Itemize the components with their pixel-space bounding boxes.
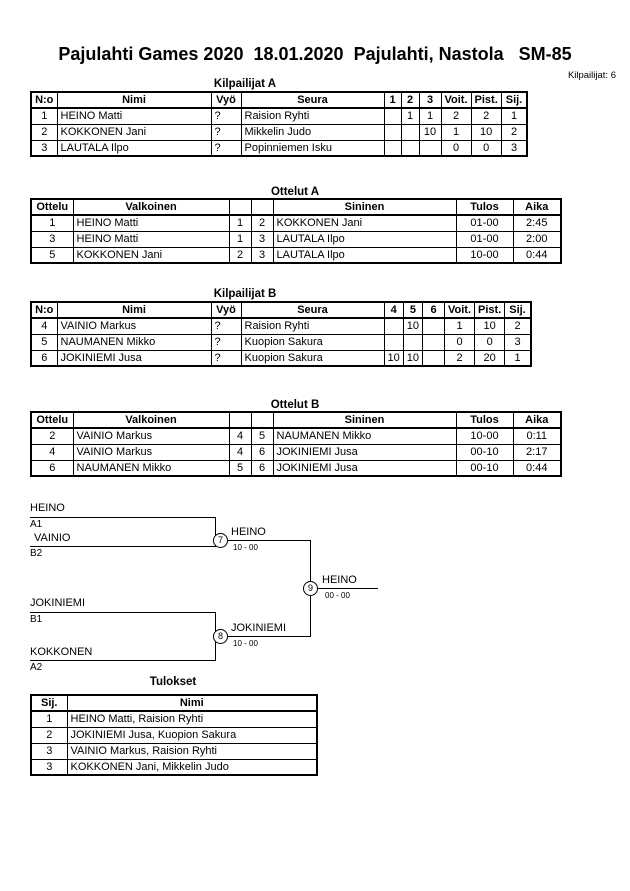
cell-result-1 (384, 140, 401, 156)
cell-seura: Raision Ryhti (241, 318, 384, 334)
cell-result-3 (423, 334, 445, 350)
col-header-spacer (229, 412, 251, 428)
col-header-spacer (251, 199, 273, 215)
col-header-pist: Pist. (471, 92, 501, 108)
cell-pist: 2 (471, 108, 501, 124)
cell-pist: 0 (475, 334, 505, 350)
sf2-winner-line (222, 636, 310, 637)
table-row (31, 711, 317, 727)
cell-ottelu: 1 (31, 215, 73, 231)
col-header-valkoinen: Valkoinen (73, 412, 229, 428)
cell-nimi: VAINIO Markus, Raision Ryhti (67, 743, 317, 759)
sf2-top-line (30, 612, 216, 613)
col-header-opp2: 2 (401, 92, 419, 108)
sf2-top-name: JOKINIEMI (30, 597, 86, 609)
page-title: Pajulahti Games 2020 18.01.2020 Pajulahti, Nastola SM-85 (58, 44, 572, 64)
cell-valkoinen: HEINO Matti (73, 231, 229, 247)
matches-a-heading: Ottelut A (270, 186, 320, 198)
cell-nimi: HEINO Matti (57, 108, 211, 124)
table-row (31, 140, 527, 156)
table-row (31, 727, 317, 743)
cell-sininen: LAUTALA Ilpo (273, 247, 456, 263)
cell-result-2: 10 (403, 318, 422, 334)
cell-sij: 1 (501, 108, 527, 124)
sf1-bottom-name: VAINIO (34, 532, 71, 544)
cell-seura: Mikkelin Judo (241, 124, 384, 140)
sf2-bottom-seed: A2 (30, 662, 43, 673)
col-header-nimi: Nimi (67, 695, 317, 711)
cell-result-3: 10 (419, 124, 441, 140)
cell-vyo: ? (211, 334, 241, 350)
final-winner-line (315, 588, 378, 589)
cell-valkoinen: NAUMANEN Mikko (73, 460, 229, 476)
cell-ottelu: 5 (31, 247, 73, 263)
col-header-nimi: Nimi (57, 92, 211, 108)
header-row (31, 302, 531, 318)
cell-no: 6 (31, 350, 57, 366)
sf1-top-seed: A1 (30, 519, 43, 530)
pool-b-heading: Kilpailijat B (213, 288, 277, 300)
cell-sij: 2 (501, 124, 527, 140)
cell-aika: 2:00 (513, 231, 561, 247)
cell-result-2: 1 (401, 108, 419, 124)
cell-sij: 3 (31, 743, 67, 759)
cell-ottelu: 2 (31, 428, 73, 444)
sf1-score: 10 - 00 (233, 543, 258, 552)
cell-no: 2 (31, 124, 57, 140)
col-header-seura: Seura (241, 302, 384, 318)
cell-no: 3 (31, 140, 57, 156)
cell-ottelu: 4 (31, 444, 73, 460)
col-header-no: N:o (31, 92, 57, 108)
cell-voit: 0 (445, 334, 475, 350)
sf1-match-number: 7 (213, 533, 228, 548)
cell-sij: 3 (505, 334, 531, 350)
cell-vyo: ? (211, 350, 241, 366)
cell-voit: 1 (441, 124, 471, 140)
matches-b-heading: Ottelut B (270, 399, 320, 411)
cell-tulos: 10-00 (456, 428, 513, 444)
cell-result-3 (423, 350, 445, 366)
cell-nimi: NAUMANEN Mikko (57, 334, 211, 350)
col-header-vyo: Vyö (211, 92, 241, 108)
col-header-seura: Seura (241, 92, 384, 108)
cell-white-no: 4 (229, 428, 251, 444)
col-header-aika: Aika (513, 412, 561, 428)
cell-aika: 0:11 (513, 428, 561, 444)
cell-aika: 2:45 (513, 215, 561, 231)
cell-no: 5 (31, 334, 57, 350)
sf2-top-seed: B1 (30, 614, 43, 625)
col-header-sininen: Sininen (273, 199, 456, 215)
cell-pist: 10 (475, 318, 505, 334)
cell-blue-no: 6 (251, 460, 273, 476)
cell-vyo: ? (211, 108, 241, 124)
header-row (31, 412, 561, 428)
cell-ottelu: 6 (31, 460, 73, 476)
cell-result-1: 10 (384, 350, 403, 366)
cell-sininen: NAUMANEN Mikko (273, 428, 456, 444)
sf1-bottom-seed: B2 (30, 548, 43, 559)
col-header-ottelu: Ottelu (31, 412, 73, 428)
cell-voit: 2 (445, 350, 475, 366)
cell-tulos: 01-00 (456, 231, 513, 247)
cell-aika: 0:44 (513, 247, 561, 263)
cell-sininen: JOKINIEMI Jusa (273, 460, 456, 476)
cell-seura: Kuopion Sakura (241, 334, 384, 350)
sf2-match-number: 8 (213, 629, 228, 644)
col-header-tulos: Tulos (456, 412, 513, 428)
cell-no: 4 (31, 318, 57, 334)
table-row (31, 444, 561, 460)
cell-tulos: 00-10 (456, 444, 513, 460)
cell-sininen: KOKKONEN Jani (273, 215, 456, 231)
cell-result-2 (401, 124, 419, 140)
cell-voit: 0 (441, 140, 471, 156)
cell-nimi: JOKINIEMI Jusa (57, 350, 211, 366)
cell-white-no: 4 (229, 444, 251, 460)
cell-nimi: JOKINIEMI Jusa, Kuopion Sakura (67, 727, 317, 743)
cell-pist: 10 (471, 124, 501, 140)
pool-a-table (30, 91, 528, 157)
cell-aika: 2:17 (513, 444, 561, 460)
cell-valkoinen: KOKKONEN Jani (73, 247, 229, 263)
col-header-sij: Sij. (501, 92, 527, 108)
table-row (31, 215, 561, 231)
cell-white-no: 1 (229, 231, 251, 247)
competitors-count: Kilpailijat: 6 (567, 70, 616, 81)
cell-vyo: ? (211, 318, 241, 334)
sf1-bottom-line (30, 546, 216, 547)
col-header-valkoinen: Valkoinen (73, 199, 229, 215)
cell-sininen: JOKINIEMI Jusa (273, 444, 456, 460)
cell-voit: 2 (441, 108, 471, 124)
col-header-voit: Voit. (441, 92, 471, 108)
cell-ottelu: 3 (31, 231, 73, 247)
cell-result-1 (384, 124, 401, 140)
cell-seura: Raision Ryhti (241, 108, 384, 124)
header-row (31, 92, 527, 108)
cell-blue-no: 3 (251, 247, 273, 263)
results-table (30, 694, 318, 776)
matches-b-table (30, 411, 562, 477)
cell-vyo: ? (211, 140, 241, 156)
cell-aika: 0:44 (513, 460, 561, 476)
table-row (31, 231, 561, 247)
cell-white-no: 5 (229, 460, 251, 476)
cell-result-1 (384, 108, 401, 124)
col-header-sij: Sij. (31, 695, 67, 711)
table-row (31, 108, 527, 124)
cell-nimi: HEINO Matti, Raision Ryhti (67, 711, 317, 727)
cell-result-3 (419, 140, 441, 156)
table-row (31, 743, 317, 759)
col-header-opp6: 6 (423, 302, 445, 318)
col-header-voit: Voit. (445, 302, 475, 318)
final-winner-name: HEINO (322, 574, 357, 586)
cell-nimi: KOKKONEN Jani (57, 124, 211, 140)
cell-valkoinen: VAINIO Markus (73, 428, 229, 444)
cell-blue-no: 5 (251, 428, 273, 444)
col-header-ottelu: Ottelu (31, 199, 73, 215)
cell-sij: 2 (31, 727, 67, 743)
cell-blue-no: 2 (251, 215, 273, 231)
cell-pist: 20 (475, 350, 505, 366)
table-row (31, 334, 531, 350)
cell-no: 1 (31, 108, 57, 124)
table-row (31, 318, 531, 334)
col-header-aika: Aika (513, 199, 561, 215)
matches-a-table (30, 198, 562, 264)
cell-sij: 3 (501, 140, 527, 156)
cell-white-no: 2 (229, 247, 251, 263)
cell-result-1 (384, 334, 403, 350)
final-score: 00 - 00 (325, 591, 350, 600)
pool-a-heading: Kilpailijat A (213, 78, 277, 90)
table-row (31, 247, 561, 263)
header-row (31, 695, 317, 711)
sf2-score: 10 - 00 (233, 639, 258, 648)
table-row (31, 759, 317, 775)
cell-result-2 (401, 140, 419, 156)
col-header-nimi: Nimi (57, 302, 211, 318)
final-bracket (0, 500, 630, 690)
cell-seura: Popinniemen Isku (241, 140, 384, 156)
table-row (31, 460, 561, 476)
table-row (31, 428, 561, 444)
col-header-spacer (251, 412, 273, 428)
cell-result-3 (423, 318, 445, 334)
results-heading: Tulokset (149, 676, 197, 688)
col-header-no: N:o (31, 302, 57, 318)
cell-sij: 1 (31, 711, 67, 727)
header-row (31, 199, 561, 215)
cell-sij: 3 (31, 759, 67, 775)
cell-nimi: LAUTALA Ilpo (57, 140, 211, 156)
col-header-vyo: Vyö (211, 302, 241, 318)
table-row (31, 124, 527, 140)
cell-nimi: KOKKONEN Jani, Mikkelin Judo (67, 759, 317, 775)
cell-result-1 (384, 318, 403, 334)
cell-sininen: LAUTALA Ilpo (273, 231, 456, 247)
cell-white-no: 1 (229, 215, 251, 231)
cell-result-3: 1 (419, 108, 441, 124)
cell-result-2: 10 (403, 350, 422, 366)
cell-blue-no: 3 (251, 231, 273, 247)
cell-tulos: 00-10 (456, 460, 513, 476)
col-header-sij: Sij. (505, 302, 531, 318)
col-header-tulos: Tulos (456, 199, 513, 215)
cell-seura: Kuopion Sakura (241, 350, 384, 366)
col-header-spacer (229, 199, 251, 215)
sf2-bottom-line (30, 660, 216, 661)
sf1-winner-name: HEINO (231, 526, 266, 538)
cell-voit: 1 (445, 318, 475, 334)
final-match-number: 9 (303, 581, 318, 596)
cell-tulos: 01-00 (456, 215, 513, 231)
sf1-top-name: HEINO (30, 502, 65, 514)
sf1-winner-line (222, 540, 310, 541)
cell-sij: 1 (505, 350, 531, 366)
cell-tulos: 10-00 (456, 247, 513, 263)
sf2-bottom-name: KOKKONEN (30, 646, 93, 658)
cell-vyo: ? (211, 124, 241, 140)
cell-valkoinen: VAINIO Markus (73, 444, 229, 460)
sf2-winner-name: JOKINIEMI (231, 622, 287, 634)
pool-b-table (30, 301, 532, 367)
cell-pist: 0 (471, 140, 501, 156)
col-header-opp5: 5 (403, 302, 422, 318)
col-header-sininen: Sininen (273, 412, 456, 428)
col-header-opp1: 1 (384, 92, 401, 108)
sf1-top-line (30, 517, 216, 518)
col-header-opp3: 3 (419, 92, 441, 108)
cell-valkoinen: HEINO Matti (73, 215, 229, 231)
col-header-opp4: 4 (384, 302, 403, 318)
cell-result-2 (403, 334, 422, 350)
cell-sij: 2 (505, 318, 531, 334)
col-header-pist: Pist. (475, 302, 505, 318)
cell-nimi: VAINIO Markus (57, 318, 211, 334)
table-row (31, 350, 531, 366)
cell-blue-no: 6 (251, 444, 273, 460)
